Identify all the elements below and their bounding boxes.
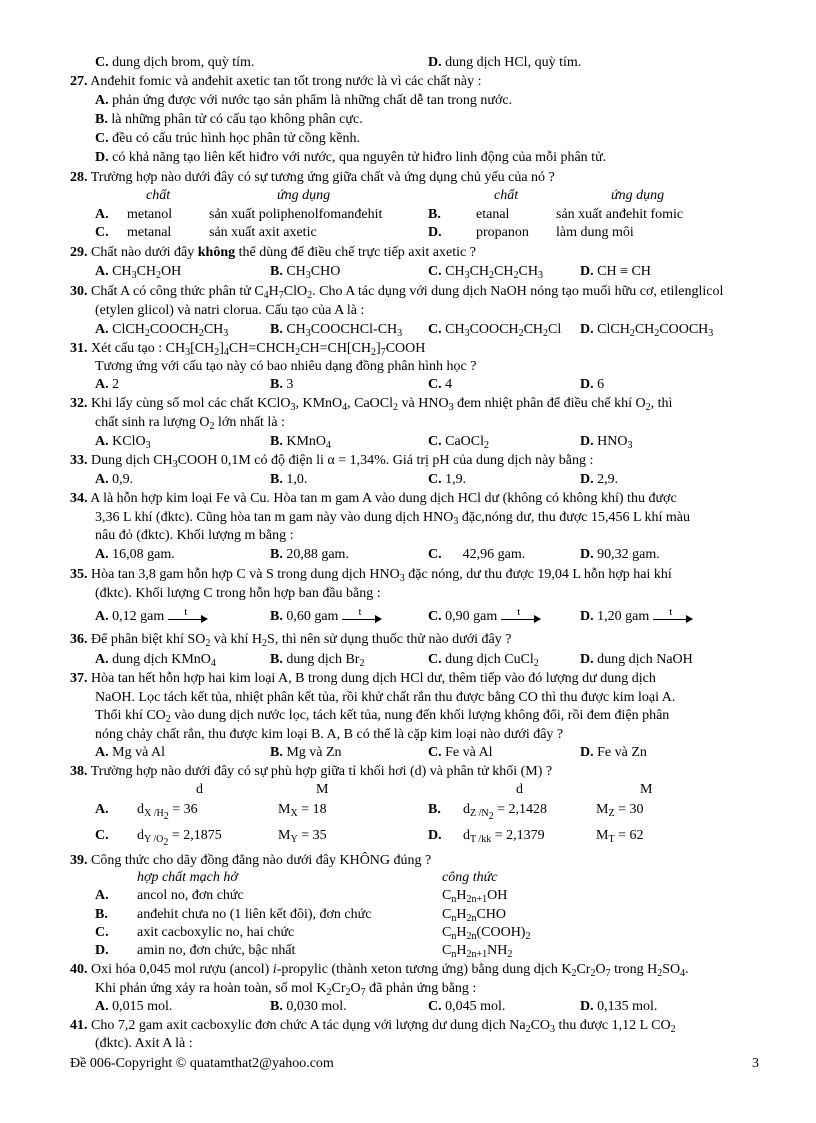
q39-b-compound: anđehit chưa no (1 liên kết đôi), đơn chức bbox=[137, 907, 372, 922]
q38-option-d: D. bbox=[428, 828, 442, 843]
q41-stem: 41. Cho 7,2 gam axit cacboxylic đơn chức A tác dụng với lượng dư dung dịch $Na_2CO_3$ thu được 1,12 L $CO_2$ bbox=[70, 1018, 676, 1035]
q30-stem: 30. Chất A có công thức phân tử $C_4H_7ClO_2$. Cho A tác dụng với dung dịch NaOH nóng tạo muối hữu cơ, etilenglicol bbox=[70, 284, 724, 301]
q26-option-c: C. dung dịch brom, quỳ tím. bbox=[95, 55, 255, 70]
q32-stem: 32. Khi lấy cùng số mol các chất KClO$_3$, KMnO$_4$, CaOCl$_2$ và $HNO_3$ đem nhiệt phân để điều chế khí $O_2$, thì bbox=[70, 396, 673, 413]
q38-stem: 38. Trường hợp nào dưới đây có sự phù hợp giữa tỉ khối hơi (d) và phân tử khối (M) ? bbox=[70, 764, 553, 779]
arrow-icon: t bbox=[342, 611, 382, 623]
q34-stem: 34. A là hỗn hợp kim loại Fe và Cu. Hòa tan m gam A vào dung dịch HCl dư (không có không khí) thu được bbox=[70, 491, 677, 506]
q27-option-c: C. đều có cấu trúc hình học phân tử cồng kềnh. bbox=[95, 131, 360, 146]
q41-stem-2: (đktc). Axit A là : bbox=[95, 1036, 193, 1051]
q28-option-d: D. bbox=[428, 225, 442, 240]
arrow-icon: t bbox=[653, 611, 693, 623]
q28-d-chat: propanon bbox=[476, 225, 529, 240]
q35-stem-2: (đktc). Khối lượng C trong hỗn hợp ban đầu bằng : bbox=[95, 586, 381, 601]
q40-stem-2: Khi phản ứng xảy ra hoàn toàn, số mol $K_2Cr_2O_7$ đã phản ứng bằng : bbox=[95, 981, 477, 998]
q33-stem: 33. Dung dịch $CH_3COOH$ 0,1M có độ điện li α = 1,34%. Giá trị pH của dung dịch này bằng : bbox=[70, 453, 594, 470]
q36-option-b: B. dung dịch $Br_2$ bbox=[270, 652, 365, 669]
q35-option-c: C. 0,90 gam t bbox=[428, 608, 541, 626]
q39-option-b-label: B. bbox=[95, 907, 108, 922]
q34-option-b: B. 20,88 gam. bbox=[270, 547, 349, 562]
q28-option-b: B. bbox=[428, 207, 441, 222]
arrow-icon: t bbox=[501, 611, 541, 623]
q37-option-a: A. Mg và Al bbox=[95, 745, 166, 760]
q38-d-d: $d_{T /kk} = 2,1379$ bbox=[463, 828, 545, 845]
q26-option-d: D. dung dịch HCl, quỳ tím. bbox=[428, 55, 582, 70]
q39-header-formula: công thức bbox=[442, 870, 498, 885]
q27-stem: 27. Anđehit fomic và anđehit axetic tan tốt trong nước là vì các chất này : bbox=[70, 74, 482, 89]
q32-option-d: D. $HNO_3$ bbox=[580, 434, 633, 451]
q27-option-d: D. có khả năng tạo liên kết hiđro với nước, qua nguyên tử hiđro linh động của mỗi phân tử. bbox=[95, 150, 607, 165]
q38-option-b: B. bbox=[428, 802, 441, 817]
q34-stem-2: 3,36 L khí (đktc). Cũng hòa tan m gam này vào dung dịch $HNO_3$ đặc,nóng dư, thu được 15,456 L khí màu bbox=[95, 510, 691, 527]
q35-option-a: A. 0,12 gam t bbox=[95, 608, 208, 626]
page-number: 3 bbox=[752, 1056, 759, 1071]
q37-option-d: D. Fe và Zn bbox=[580, 745, 647, 760]
q30-option-d: D. $ClCH_2CH_2COOCH_3$ bbox=[580, 322, 714, 339]
q40-option-d: D. 0,135 mol. bbox=[580, 999, 658, 1014]
q28-header-chat-2: chất bbox=[494, 188, 519, 203]
q39-d-compound: amin no, đơn chức, bậc nhất bbox=[137, 943, 296, 958]
q37-stem-3: Thổi khí $CO_2$ vào dung dịch nước lọc, tách kết tủa, nung đến khối lượng không đổi, rồi đem điện phân bbox=[95, 708, 670, 725]
q39-a-formula: $C_nH_{2n+1}OH$ bbox=[442, 888, 508, 905]
q38-header-d-2: d bbox=[516, 782, 523, 797]
q27-option-b: B. là những phân tử có cấu tạo không phân cực. bbox=[95, 112, 363, 127]
q40-stem: 40. Oxi hóa 0,045 mol rượu (ancol) i-propylic (thành xeton tương ứng) bằng dung dịch $K_2Cr_2O_7$ trong $H_2SO_4$. bbox=[70, 962, 689, 979]
q39-header-compound: hợp chất mạch hở bbox=[137, 870, 238, 885]
q34-option-d: D. 90,32 gam. bbox=[580, 547, 660, 562]
q28-b-chat: etanal bbox=[476, 207, 510, 222]
q36-option-a: A. dung dịch KMnO$_4$ bbox=[95, 652, 216, 669]
q37-stem-4: nóng chảy chất rắn, thu được kim loại B. A, B có thể là cặp kim loại nào dưới đây ? bbox=[95, 727, 564, 742]
q37-stem: 37. Hòa tan hết hỗn hợp hai kim loại A, B trong dung dịch HCl dư, thêm tiếp vào đó lượng dư dung dịch bbox=[70, 671, 656, 686]
q28-d-ung: làm dung môi bbox=[556, 225, 634, 240]
q28-b-ung: sản xuất anđehit fomic bbox=[556, 207, 684, 222]
q34-option-a: A. 16,08 gam. bbox=[95, 547, 175, 562]
q31-stem: 31. Xét cấu tạo : $CH_3[CH_2]_4CH=CHCH_2CH=CH[CH_2]_7COOH$ bbox=[70, 341, 426, 358]
q39-stem: 39. Công thức cho dãy đồng đẳng nào dưới đây KHÔNG đúng ? bbox=[70, 853, 432, 868]
q39-option-a-label: A. bbox=[95, 888, 109, 903]
q38-d-m: $M_T = 62$ bbox=[596, 828, 644, 845]
q32-option-c: C. CaOCl$_2$ bbox=[428, 434, 490, 451]
q28-a-chat: metanol bbox=[127, 207, 173, 222]
q36-option-d: D. dung dịch NaOH bbox=[580, 652, 693, 667]
q27-option-a: A. phản ứng được với nước tạo sản phẩm là những chất dễ tan trong nước. bbox=[95, 93, 513, 108]
q38-a-m: $M_X = 18$ bbox=[278, 802, 327, 819]
q38-option-a: A. bbox=[95, 802, 109, 817]
q31-option-a: A. 2 bbox=[95, 377, 120, 392]
q31-stem-2: Tương ứng với cấu tạo này có bao nhiêu dạng đồng phân hình học ? bbox=[95, 359, 477, 374]
q28-stem: 28. Trường hợp nào dưới đây có sự tương ứng giữa chất và ứng dụng chủ yếu của nó ? bbox=[70, 170, 555, 185]
q38-c-d: $d_{Y /O_2} = 2,1875$ bbox=[137, 828, 222, 848]
q34-option-c: C. 42,96 gam. bbox=[428, 547, 526, 562]
q32-stem-2: chất sinh ra lượng $O_2$ lớn nhất là : bbox=[95, 415, 285, 432]
q30-stem-2: (etylen glicol) và natri clorua. Cấu tạo của A là : bbox=[95, 303, 365, 318]
q39-c-formula: $C_nH_{2n}(COOH)_2$ bbox=[442, 925, 531, 942]
q40-option-c: C. 0,045 mol. bbox=[428, 999, 506, 1014]
q37-option-b: B. Mg và Zn bbox=[270, 745, 342, 760]
q39-c-compound: axit cacboxylic no, hai chức bbox=[137, 925, 295, 940]
q37-option-c: C. Fe và Al bbox=[428, 745, 493, 760]
q29-stem: 29. Chất nào dưới đây không thể dùng để điều chế trực tiếp axit axetic ? bbox=[70, 245, 476, 260]
q38-option-c: C. bbox=[95, 828, 109, 843]
q35-option-b: B. 0,60 gam t bbox=[270, 608, 382, 626]
q38-header-m-2: M bbox=[640, 782, 653, 797]
q29-option-a: A. $CH_3CH_2OH$ bbox=[95, 264, 182, 281]
q28-header-ung-1: ứng dụng bbox=[277, 188, 331, 203]
q28-c-ung: sản xuất axit axetic bbox=[209, 225, 317, 240]
q28-option-a: A. bbox=[95, 207, 109, 222]
q38-header-d-1: d bbox=[196, 782, 203, 797]
q33-option-d: D. 2,9. bbox=[580, 472, 619, 487]
q28-c-chat: metanal bbox=[127, 225, 172, 240]
q39-a-compound: ancol no, đơn chức bbox=[137, 888, 244, 903]
q36-stem: 36. Để phân biệt khí $SO_2$ và khí $H_2S$, thì nên sử dụng thuốc thử nào dưới đây ? bbox=[70, 632, 512, 649]
q31-option-d: D. 6 bbox=[580, 377, 605, 392]
q33-option-c: C. 1,9. bbox=[428, 472, 467, 487]
q37-stem-2: NaOH. Lọc tách kết tủa, nhiệt phân kết tủa, rồi khử chất rắn thu được bằng CO thì thu được kim loại A. bbox=[95, 690, 676, 705]
q32-option-b: B. KMnO$_4$ bbox=[270, 434, 332, 451]
q32-option-a: A. KClO$_3$ bbox=[95, 434, 151, 451]
q38-c-m: $M_Y = 35$ bbox=[278, 828, 327, 845]
q38-b-d: $d_{Z /N_2} = 2,1428$ bbox=[463, 802, 548, 822]
q33-option-a: A. 0,9. bbox=[95, 472, 134, 487]
q38-b-m: $M_Z = 30$ bbox=[596, 802, 644, 819]
q28-option-c: C. bbox=[95, 225, 109, 240]
q35-stem: 35. Hòa tan 3,8 gam hỗn hợp C và S trong dung dịch $HNO_3$ đặc nóng, dư thu được 19,04 L hỗn hợp hai khí bbox=[70, 567, 672, 584]
q30-option-b: B. $CH_3COOCHCl-CH_3$ bbox=[270, 322, 403, 339]
q36-option-c: C. dung dịch CuCl$_2$ bbox=[428, 652, 539, 669]
q39-b-formula: $C_nH_{2n}CHO$ bbox=[442, 907, 507, 924]
q29-option-c: C. $CH_3CH_2CH_2CH_3$ bbox=[428, 264, 543, 281]
q30-option-c: C. $CH_3COOCH_2CH_2Cl$ bbox=[428, 322, 562, 339]
q29-option-b: B. $CH_3CHO$ bbox=[270, 264, 341, 281]
q39-option-d-label: D. bbox=[95, 943, 109, 958]
q39-d-formula: $C_nH_{2n+1}NH_2$ bbox=[442, 943, 513, 960]
q29-option-d: D. CH ≡ CH bbox=[580, 264, 651, 279]
q28-a-ung: sản xuất poliphenolfomanđehit bbox=[209, 207, 383, 222]
q35-option-d: D. 1,20 gam t bbox=[580, 608, 693, 626]
arrow-icon: t bbox=[168, 611, 208, 623]
q28-header-chat-1: chất bbox=[146, 188, 171, 203]
q40-option-b: B. 0,030 mol. bbox=[270, 999, 347, 1014]
q31-option-c: C. 4 bbox=[428, 377, 453, 392]
q28-header-ung-2: ứng dụng bbox=[611, 188, 665, 203]
q30-option-a: A. $ClCH_2COOCH_2CH_3$ bbox=[95, 322, 229, 339]
q34-stem-3: nâu đỏ (đktc). Khối lượng m bằng : bbox=[95, 528, 294, 543]
q31-option-b: B. 3 bbox=[270, 377, 294, 392]
q38-header-m-1: M bbox=[316, 782, 329, 797]
footer-copyright: Đề 006-Copyright © quatamthat2@yahoo.com bbox=[70, 1056, 334, 1071]
q38-a-d: $d_{X /H_2} = 36$ bbox=[137, 802, 198, 822]
q40-option-a: A. 0,015 mol. bbox=[95, 999, 173, 1014]
q39-option-c-label: C. bbox=[95, 925, 109, 940]
q33-option-b: B. 1,0. bbox=[270, 472, 308, 487]
